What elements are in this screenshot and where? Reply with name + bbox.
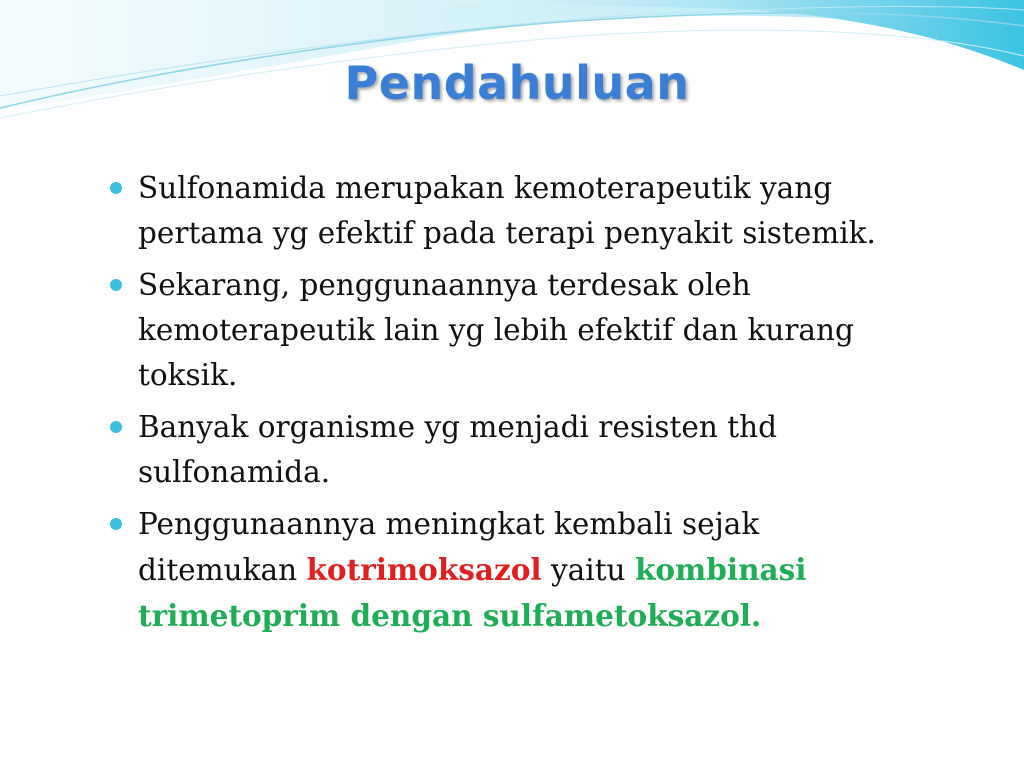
bullet-dot-icon: [110, 182, 122, 194]
bullet-item: [110, 502, 900, 639]
bullet-text: yaitu: [541, 553, 635, 587]
bullet-text: Sulfonamida merupakan kemoterapeutik yang pertama yg efektif pada terapi penyakit sistemik.: [138, 171, 876, 250]
slide-title: Pendahuluan: [344, 56, 690, 110]
bullet-item: [110, 405, 900, 495]
bullet-item: [110, 263, 900, 398]
bullet-dot-icon: [110, 421, 122, 433]
highlight-green-text: kombinasi trimetoprim dengan sulfametoksazol.: [138, 552, 807, 633]
bullet-list: [110, 166, 900, 646]
bullet-dot-icon: [110, 518, 122, 530]
bullet-text: Sekarang, penggunaannya terdesak oleh kemoterapeutik lain yg lebih efektif dan kurang toksik.: [138, 268, 854, 392]
bullet-text: Banyak organisme yg menjadi resisten thd sulfonamida.: [138, 410, 777, 489]
bullet-item: [110, 166, 900, 256]
highlight-red-text: kotrimoksazol: [306, 552, 542, 587]
bullet-text: Penggunaannya meningkat kembali sejak ditemukan: [138, 507, 760, 587]
bullet-dot-icon: [110, 279, 122, 291]
